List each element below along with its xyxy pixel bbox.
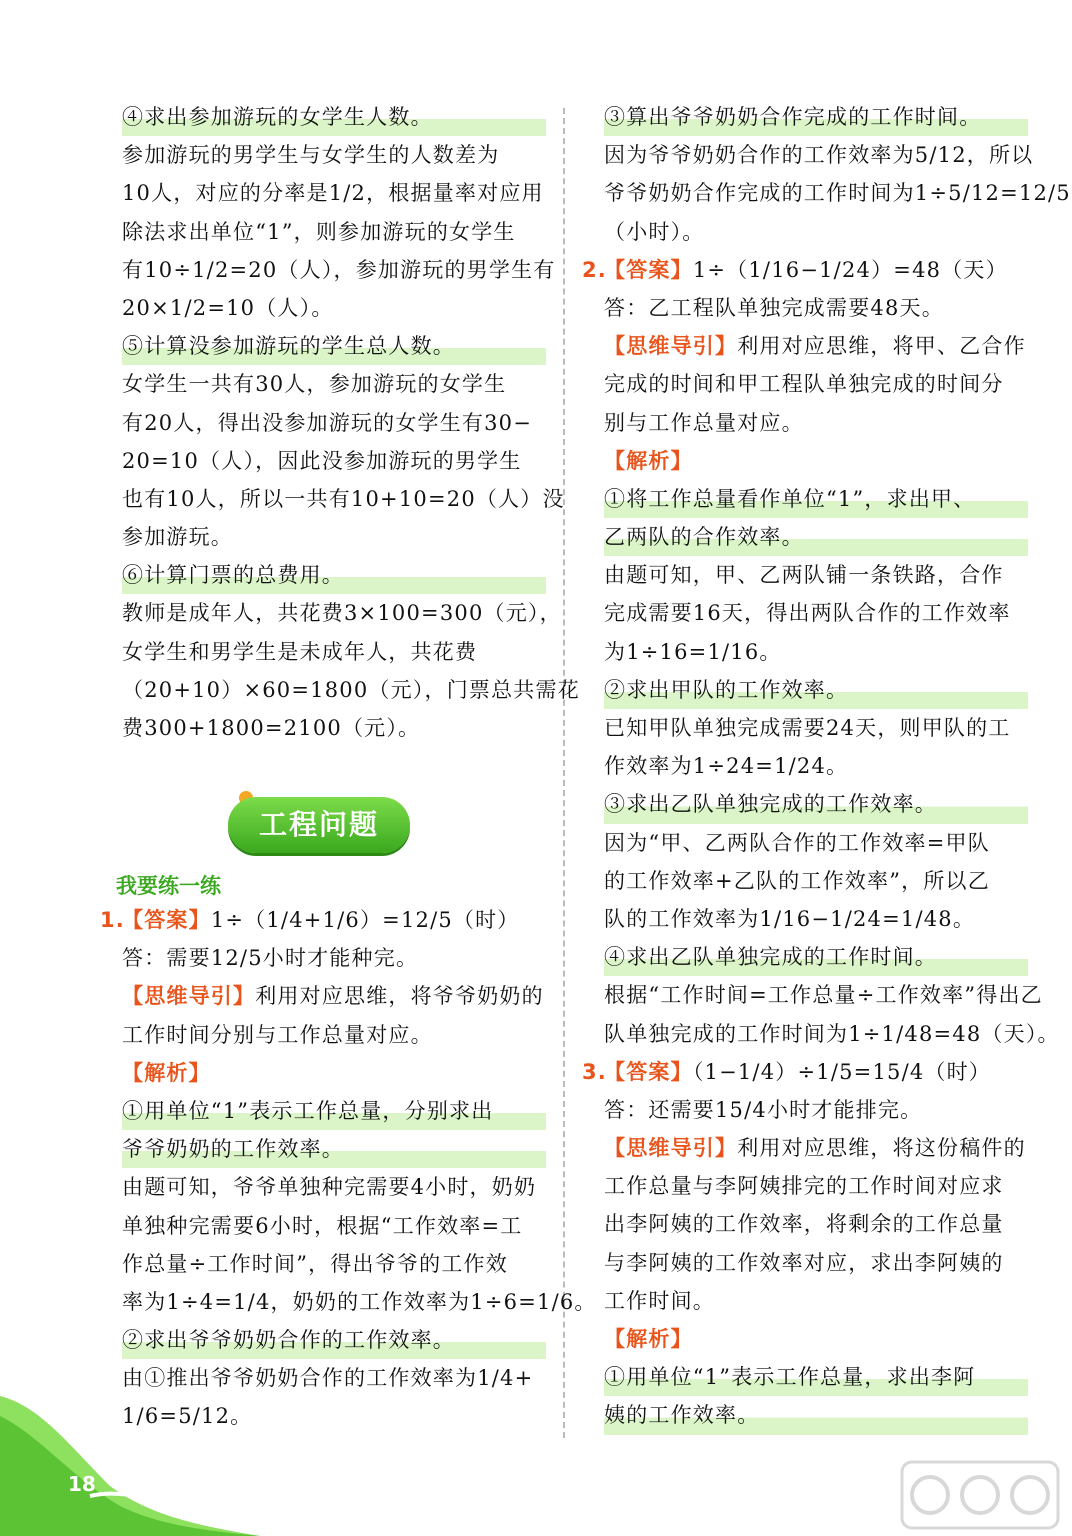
answer-text: 1÷（1/4+1/6）=12/5（时）	[210, 908, 520, 932]
text-line: 由①推出爷爷奶奶合作的工作效率为1/4+	[122, 1366, 534, 1391]
text-line: 完成需要16天，得出两队合作的工作效率	[604, 601, 1011, 626]
corner-decoration	[0, 1396, 260, 1536]
text-line: 作总量÷工作时间”，得出爷爷的工作效	[122, 1251, 508, 1276]
reply-text: 答：乙工程队单独完成需要48天。	[604, 295, 944, 320]
answer-tag: 【答案】	[604, 257, 693, 282]
guide-text: 工作时间分别与工作总量对应。	[122, 1022, 433, 1047]
practice-label: 我要练一练	[116, 874, 221, 898]
guide-text: 利用对应思维，将这份稿件的	[737, 1136, 1026, 1161]
text-line: 因为爷爷奶奶合作的工作效率为5/12，所以	[604, 143, 1034, 168]
text-line: 由题可知，甲、乙两队铺一条铁路，合作	[604, 563, 1004, 588]
left-column	[122, 98, 580, 747]
text-line: 女学生一共有30人，参加游玩的女学生	[122, 372, 507, 397]
text-line: ③求出乙队单独完成的工作效率。	[604, 785, 1028, 823]
right-column	[582, 98, 1071, 1435]
answer-tag: 【答案】	[604, 1059, 693, 1084]
section-title: 工程问题	[228, 797, 410, 853]
guide-text: 与李阿姨的工作效率对应，求出李阿姨的	[604, 1250, 1004, 1275]
text-line: 费300+1800=2100（元）。	[122, 716, 421, 740]
guide-text: 工作时间。	[604, 1288, 715, 1313]
text-line: 女学生和男学生是未成年人，共花费	[122, 639, 478, 664]
answer-text: 1÷（1/16−1/24）=48（天）	[692, 257, 1008, 282]
analysis-tag: 【解析】	[604, 448, 693, 473]
text-line: 乙两队的合作效率。	[604, 518, 1028, 556]
text-line: 教师是成年人，共花费3×100=300（元），	[122, 601, 562, 626]
text-line: ③算出爷爷奶奶合作完成的工作时间。	[604, 98, 1028, 136]
page-number: 18	[68, 1472, 96, 1496]
text-line: 除法求出单位“1”，则参加游玩的女学生	[122, 219, 516, 244]
text-line: ④求出参加游玩的女学生人数。	[122, 98, 546, 136]
text-line: 参加游玩的男学生与女学生的人数差为	[122, 143, 500, 168]
question-number: 3.	[582, 1059, 607, 1084]
text-line: 率为1÷4=1/4，奶奶的工作效率为1÷6=1/6。	[122, 1289, 597, 1314]
text-line: 队单独完成的工作时间为1÷1/48=48（天）。	[604, 1021, 1060, 1046]
analysis-tag: 【解析】	[604, 1327, 693, 1351]
text-line: 1/6=5/12。	[122, 1404, 253, 1429]
reply-text: 答：需要12/5小时才能种完。	[122, 946, 419, 971]
text-line: 姨的工作效率。	[604, 1396, 1028, 1434]
text-line: 为1÷16=1/16。	[604, 639, 782, 664]
text-line: 也有10人，所以一共有10+10=20（人）没	[122, 486, 565, 511]
text-line: 10人，对应的分率是1/2，根据量率对应用	[122, 181, 544, 206]
text-line: 爷爷奶奶的工作效率。	[122, 1130, 546, 1168]
text-line: ④求出乙队单独完成的工作时间。	[604, 938, 1028, 976]
guide-text: 工作总量与李阿姨排完的工作时间对应求	[604, 1174, 1004, 1199]
question-number: 2.	[582, 257, 607, 282]
text-line: 有20人，得出没参加游玩的女学生有30−	[122, 410, 533, 435]
guide-text: 利用对应思维，将爷爷奶奶的	[255, 984, 544, 1009]
text-line: 爷爷奶奶合作完成的工作时间为1÷5/12=12/5	[604, 181, 1071, 206]
text-line: 因为“甲、乙两队合作的工作效率=甲队	[604, 830, 990, 855]
column-divider	[563, 108, 565, 1438]
text-line: （小时）。	[604, 219, 705, 244]
text-line: 根据“工作时间=工作总量÷工作效率”得出乙	[604, 983, 1043, 1008]
watermark-logo	[900, 1460, 1060, 1530]
reply-text: 答：还需要15/4小时才能排完。	[604, 1097, 923, 1122]
text-line: 队的工作效率为1/16−1/24=1/48。	[604, 906, 976, 931]
text-line: 已知甲队单独完成需要24天，则甲队的工	[604, 716, 1011, 740]
text-line: ①用单位“1”表示工作总量，分别求出	[122, 1092, 546, 1130]
text-line: 作效率为1÷24=1/24。	[604, 754, 849, 779]
guide-text: 完成的时间和甲工程队单独完成的时间分	[604, 372, 1004, 397]
guide-tag: 【思维导引】	[604, 334, 738, 359]
text-line: 有10÷1/2=20（人），参加游玩的男学生有	[122, 257, 556, 282]
question-1	[100, 901, 597, 1436]
guide-tag: 【思维导引】	[122, 984, 256, 1009]
answer-tag: 【答案】	[122, 908, 211, 932]
text-line: 20×1/2=10（人）。	[122, 295, 334, 320]
text-line: （20+10）×60=1800（元），门票总共需花	[122, 677, 580, 702]
guide-text: 利用对应思维，将甲、乙合作	[737, 334, 1026, 359]
text-line: ①将工作总量看作单位“1”，求出甲、	[604, 480, 1028, 518]
text-line: 的工作效率+乙队的工作效率”，所以乙	[604, 868, 990, 893]
text-line: ①用单位“1”表示工作总量，求出李阿	[604, 1358, 1028, 1396]
guide-text: 别与工作总量对应。	[604, 410, 804, 435]
text-line: ⑥计算门票的总费用。	[122, 556, 546, 594]
analysis-tag: 【解析】	[122, 1060, 211, 1085]
guide-text: 出李阿姨的工作效率，将剩余的工作总量	[604, 1212, 1004, 1237]
text-line: 参加游玩。	[122, 525, 233, 550]
guide-tag: 【思维导引】	[604, 1136, 738, 1161]
text-line: ②求出爷爷奶奶合作的工作效率。	[122, 1321, 546, 1359]
text-line: 单独种完需要6小时，根据“工作效率=工	[122, 1213, 523, 1238]
text-line: ⑤计算没参加游玩的学生总人数。	[122, 327, 546, 365]
answer-text: （1−1/4）÷1/5=15/4（时）	[692, 1059, 992, 1084]
text-line: 20=10（人），因此没参加游玩的男学生	[122, 448, 522, 473]
question-number: 1.	[100, 908, 125, 932]
text-line: 由题可知，爷爷单独种完需要4小时，奶奶	[122, 1175, 537, 1200]
text-line: ②求出甲队的工作效率。	[604, 671, 1028, 709]
